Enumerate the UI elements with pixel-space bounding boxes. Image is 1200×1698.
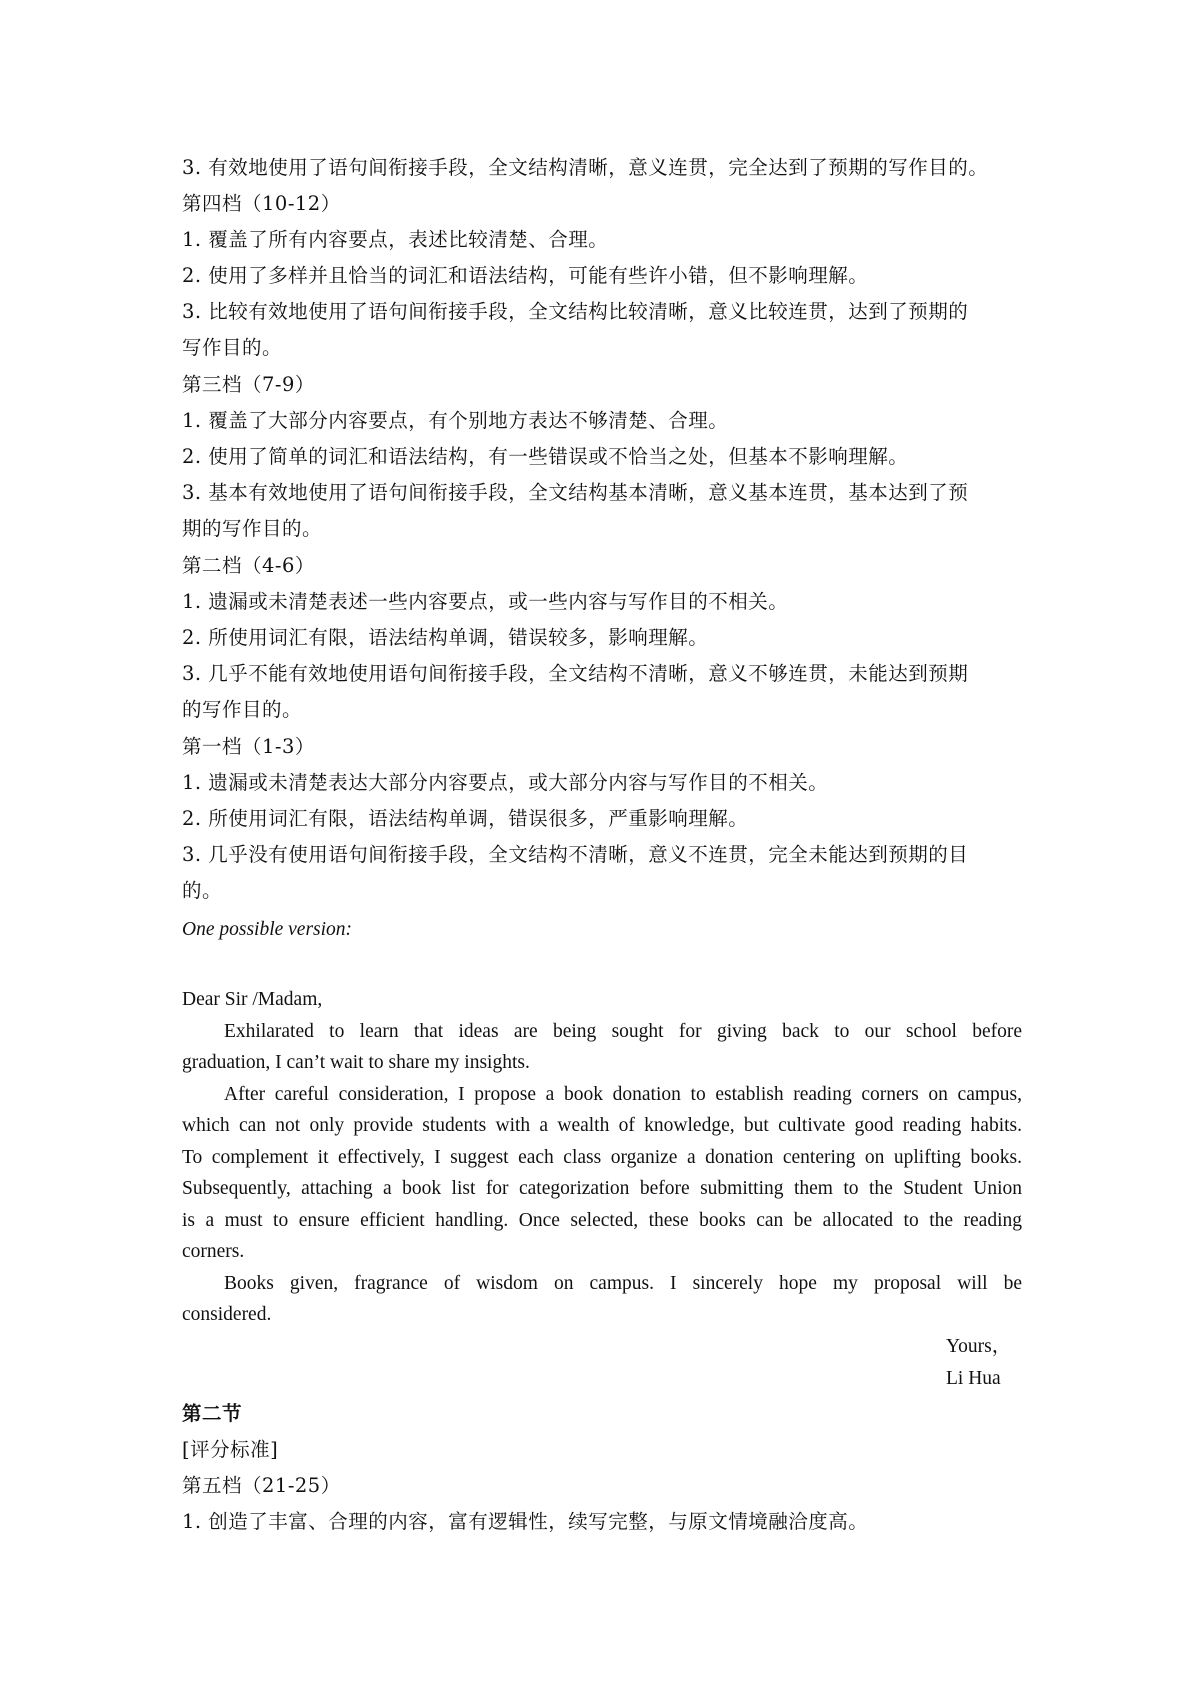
paragraph-2-line-2: which can not only provide students with a wealth of knowledge, but cultivate good reading habits. [182,1115,1022,1136]
sample-heading: One possible version: [182,919,353,940]
tier1-item-2: 2. 所使用词汇有限，语法结构单调，错误很多，严重影响理解。 [182,807,749,830]
paragraph-2-line-1: After careful consideration, I propose a book donation to establish reading corners on campus, [224,1084,1022,1105]
tier2-title: 第二档（4-6） [182,554,315,577]
paragraph-1-line-1: Exhilarated to learn that ideas are being sought for giving back to our school before [224,1021,1022,1042]
section-2-tier5-title: 第五档（21-25） [182,1474,341,1497]
section-2-title: 第二节 [182,1402,243,1425]
salutation: Dear Sir /Madam, [182,989,323,1010]
tier5-item-3: 3. 有效地使用了语句间衔接手段，全文结构清晰，意义连贯，完全达到了预期的写作目的。 [182,156,989,179]
tier2-item-3-line-2: 的写作目的。 [182,698,303,721]
paragraph-3-line-2: considered. [182,1304,272,1325]
tier1-item-3-line-1: 3. 几乎没有使用语句间衔接手段，全文结构不清晰，意义不连贯，完全未能达到预期的目 [182,843,969,866]
paragraph-2-line-3: To complement it effectively, I suggest each class organize a donation centering on uplifting books. [182,1147,1022,1168]
paragraph-2-line-6: corners. [182,1241,245,1262]
tier3-item-1: 1. 覆盖了大部分内容要点，有个别地方表达不够清楚、合理。 [182,409,729,432]
tier1-item-3-line-2: 的。 [182,879,223,902]
section-2-tier5-item-1: 1. 创造了丰富、合理的内容，富有逻辑性，续写完整，与原文情境融洽度高。 [182,1510,869,1533]
tier4-item-3-line-1: 3. 比较有效地使用了语句间衔接手段，全文结构比较清晰，意义比较连贯，达到了预期的 [182,300,969,323]
tier3-item-3-line-2: 期的写作目的。 [182,517,323,540]
signature: Li Hua [946,1368,1001,1389]
tier3-item-3-line-1: 3. 基本有效地使用了语句间衔接手段，全文结构基本清晰，意义基本连贯，基本达到了预 [182,481,969,504]
closing: Yours， [946,1336,1012,1357]
paragraph-2-line-5: is a must to ensure efficient handling. Once selected, these books can be allocated to the reading [182,1210,1022,1231]
tier4-item-3-line-2: 写作目的。 [182,336,283,359]
tier3-title: 第三档（7-9） [182,373,315,396]
tier2-item-1: 1. 遗漏或未清楚表述一些内容要点，或一些内容与写作目的不相关。 [182,590,789,613]
paragraph-1-line-2: graduation, I can’t wait to share my insights. [182,1052,530,1073]
paragraph-2-line-4: Subsequently, attaching a book list for categorization before submitting them to the Student Union [182,1178,1022,1199]
tier4-item-2: 2. 使用了多样并且恰当的词汇和语法结构，可能有些许小错，但不影响理解。 [182,264,869,287]
tier4-item-1: 1. 覆盖了所有内容要点，表述比较清楚、合理。 [182,228,609,251]
tier1-title: 第一档（1-3） [182,735,315,758]
paragraph-3-line-1: Books given, fragrance of wisdom on campus. I sincerely hope my proposal will be [224,1273,1022,1294]
scoring-criteria-label: [评分标准] [182,1438,279,1461]
tier2-item-3-line-1: 3. 几乎不能有效地使用语句间衔接手段，全文结构不清晰，意义不够连贯，未能达到预期 [182,662,969,685]
tier4-title: 第四档（10-12） [182,192,341,215]
tier2-item-2: 2. 所使用词汇有限，语法结构单调，错误较多，影响理解。 [182,626,709,649]
tier1-item-1: 1. 遗漏或未清楚表达大部分内容要点，或大部分内容与写作目的不相关。 [182,771,829,794]
tier3-item-2: 2. 使用了简单的词汇和语法结构，有一些错误或不恰当之处，但基本不影响理解。 [182,445,909,468]
